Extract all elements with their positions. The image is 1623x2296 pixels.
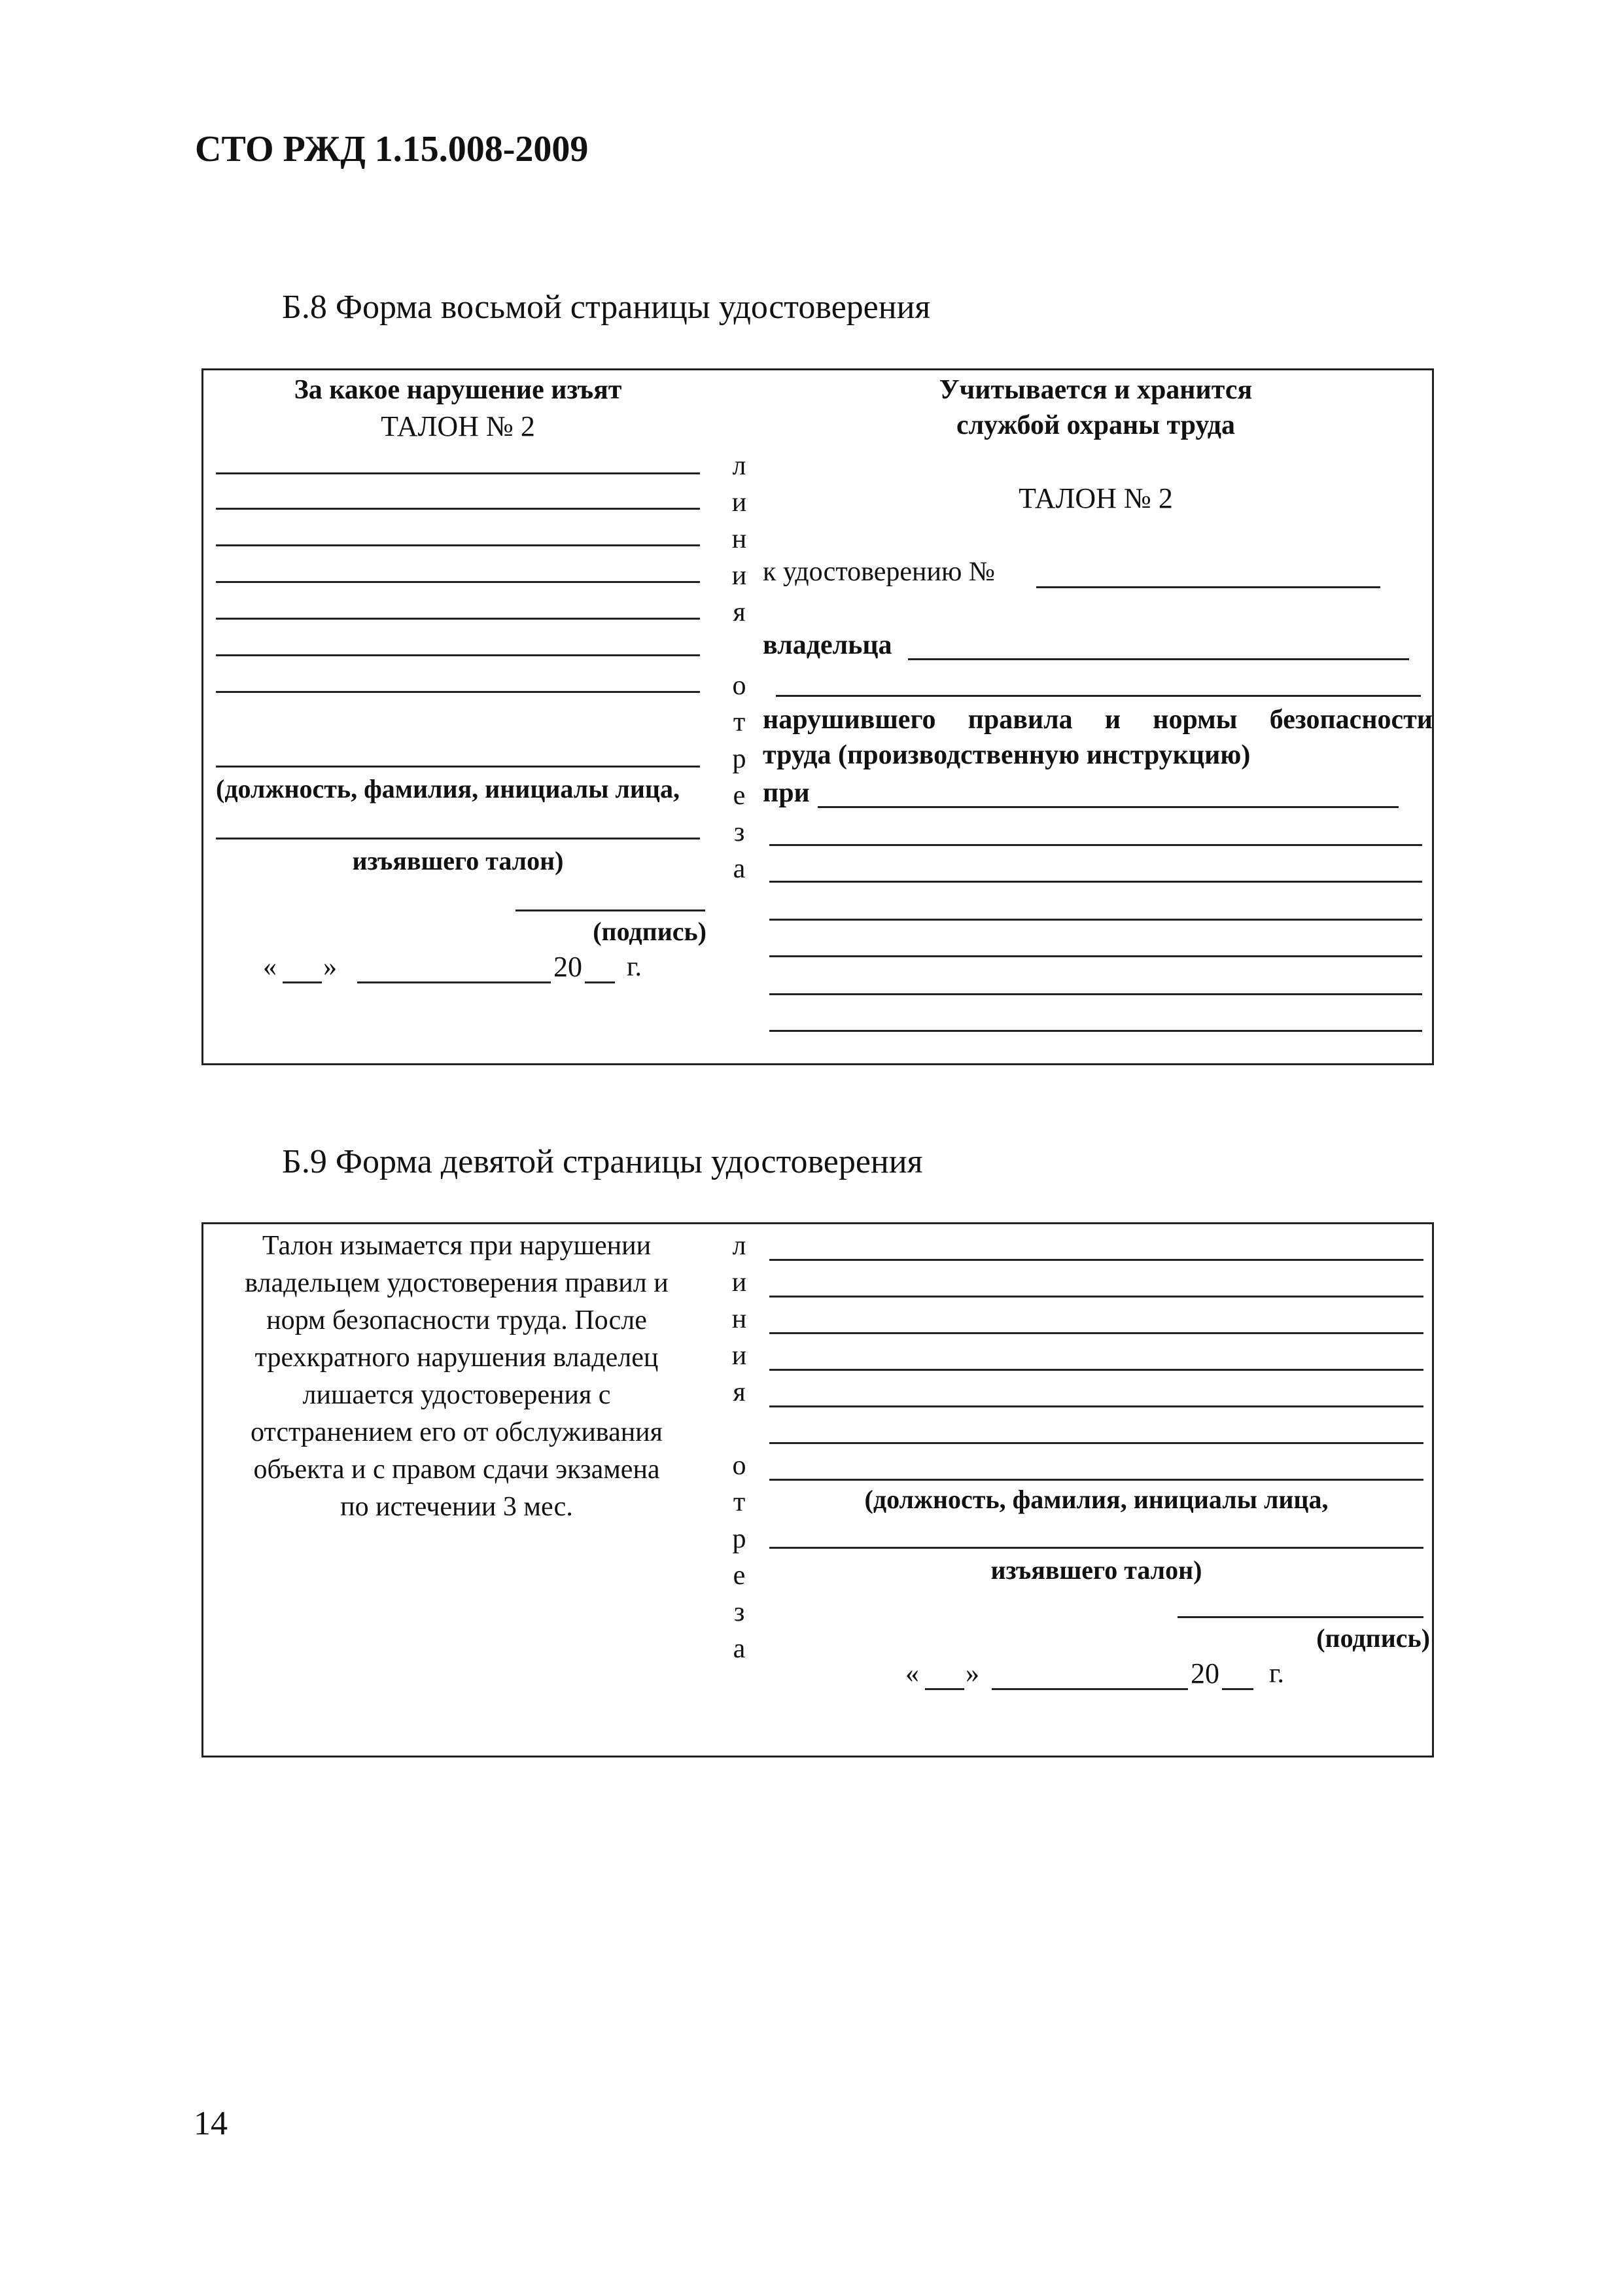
section-b9-title: Б.9 Форма девятой страницы удостоверения bbox=[282, 1143, 923, 1180]
b8-date-year-suffix: г. bbox=[627, 952, 642, 982]
b9-rules-line: владельцем удостоверения правил и bbox=[245, 1268, 669, 1298]
b8-date-close-quote: » bbox=[323, 952, 337, 982]
b8-date-day-blank bbox=[283, 981, 322, 983]
b9-right-blank-line-2 bbox=[769, 1296, 1423, 1298]
b9-date-year-suffix: г. bbox=[1269, 1659, 1284, 1689]
b9-cut-letter: я bbox=[733, 1377, 746, 1407]
b8-signature-line bbox=[515, 910, 705, 911]
b8-right-blank-line-1 bbox=[769, 844, 1422, 846]
b9-rules-line: норм безопасности труда. После bbox=[266, 1305, 647, 1335]
b8-cut-letter bbox=[726, 631, 752, 667]
b8-cut-letter: а bbox=[733, 854, 746, 884]
b9-cut-letter bbox=[726, 1411, 752, 1447]
b8-right-blank-line-4 bbox=[769, 955, 1422, 957]
b9-rules-text bbox=[208, 1227, 705, 1526]
b9-cut-letter: з bbox=[733, 1597, 745, 1627]
b9-right-blank-line-8 bbox=[769, 1547, 1423, 1549]
b8-owner-label: владельца bbox=[763, 630, 892, 660]
b9-right-blank-line-1 bbox=[769, 1259, 1423, 1261]
b9-right-blank-line-4 bbox=[769, 1369, 1423, 1371]
b8-cut-letter: т bbox=[733, 707, 746, 737]
b8-violation-line2: труда (производственную инструкцию) bbox=[763, 740, 1251, 770]
document-code: СТО РЖД 1.15.008-2009 bbox=[195, 129, 589, 169]
b8-left-blank-line-7 bbox=[216, 691, 700, 693]
b9-cut-letter: и bbox=[731, 1341, 747, 1371]
b9-date-open-quote: « bbox=[905, 1659, 919, 1689]
b8-left-blank-line-9 bbox=[216, 838, 700, 839]
b8-cut-letter: з bbox=[733, 817, 745, 847]
b9-cut-letter: л bbox=[732, 1231, 746, 1261]
b8-date-month-blank bbox=[357, 981, 551, 983]
b9-caption-withdrawer: изъявшего талон) bbox=[990, 1555, 1202, 1585]
b8-cut-letter: о bbox=[732, 671, 746, 701]
b8-left-heading-line1: За какое нарушение изъят bbox=[294, 375, 622, 405]
b8-cut-letter: и bbox=[731, 561, 747, 591]
b9-right-blank-line-6 bbox=[769, 1442, 1423, 1444]
b8-cut-line-label bbox=[726, 448, 752, 887]
b8-when-blank bbox=[818, 806, 1399, 808]
b9-right-blank-line-7 bbox=[769, 1479, 1423, 1481]
b9-rules-line: Талон изымается при нарушении bbox=[262, 1231, 652, 1261]
b9-cut-line-label bbox=[726, 1227, 752, 1667]
b9-date-year-prefix: 20 bbox=[1191, 1657, 1219, 1689]
b8-cut-letter: н bbox=[731, 524, 747, 554]
b8-caption-signature: (подпись) bbox=[593, 917, 707, 946]
b9-rules-line: объекта и с правом сдачи экзамена bbox=[253, 1455, 660, 1485]
b8-certificate-number-blank bbox=[1036, 586, 1380, 588]
b9-caption-position: (должность, фамилия, инициалы лица, bbox=[864, 1485, 1329, 1514]
b9-cut-letter: а bbox=[733, 1634, 746, 1664]
b9-cut-letter: е bbox=[733, 1561, 746, 1591]
b9-right-blank-line-5 bbox=[769, 1405, 1423, 1407]
b9-rules-line: трехкратного нарушения владелец bbox=[254, 1343, 659, 1373]
b9-date-close-quote: » bbox=[966, 1659, 979, 1689]
b8-left-blank-line-6 bbox=[216, 654, 700, 656]
b9-cut-letter: т bbox=[733, 1487, 746, 1517]
b8-when-label: при bbox=[763, 778, 810, 808]
b8-cut-letter: л bbox=[732, 451, 746, 481]
b8-right-blank-line-6 bbox=[769, 1030, 1422, 1032]
b9-cut-letter: н bbox=[731, 1304, 747, 1334]
b9-date-year-blank bbox=[1222, 1688, 1253, 1690]
b8-right-blank-line-3 bbox=[769, 919, 1422, 921]
b8-owner-blank-2 bbox=[776, 695, 1421, 697]
b8-right-heading-line2: службой охраны труда bbox=[956, 410, 1236, 440]
section-b8-title: Б.8 Форма восьмой страницы удостоверения bbox=[282, 289, 931, 326]
b8-violation-line1: нарушившего правила и нормы безопасности bbox=[763, 705, 1433, 735]
b8-cut-letter: я bbox=[733, 597, 746, 627]
b8-date-year-blank bbox=[585, 981, 615, 983]
b9-cut-letter: о bbox=[732, 1451, 746, 1481]
b8-left-blank-line-4 bbox=[216, 581, 700, 583]
b8-right-blank-line-2 bbox=[769, 881, 1422, 883]
b9-date-month-blank bbox=[992, 1688, 1188, 1690]
b9-cut-letter: р bbox=[732, 1524, 746, 1554]
b9-cut-letter: и bbox=[731, 1267, 747, 1298]
b8-left-blank-line-5 bbox=[216, 618, 700, 620]
b9-rules-line: лишается удостоверения с bbox=[302, 1380, 611, 1410]
b8-left-blank-line-2 bbox=[216, 508, 700, 510]
b9-date-day-blank bbox=[925, 1688, 964, 1690]
b8-talon-title: ТАЛОН № 2 bbox=[1019, 482, 1173, 514]
b8-caption-position: (должность, фамилия, инициалы лица, bbox=[216, 774, 680, 804]
b8-left-blank-line-8 bbox=[216, 766, 700, 768]
b8-left-blank-line-1 bbox=[216, 472, 700, 474]
b8-left-heading-line2: ТАЛОН № 2 bbox=[381, 410, 535, 442]
page-number: 14 bbox=[194, 2105, 228, 2142]
b8-date-year-prefix: 20 bbox=[553, 951, 582, 983]
b8-right-heading-line1: Учитывается и хранится bbox=[939, 375, 1253, 405]
b8-certificate-label: к удостоверению № bbox=[763, 557, 995, 587]
b9-signature-line bbox=[1178, 1616, 1423, 1618]
b8-date-open-quote: « bbox=[263, 952, 277, 982]
b8-cut-letter: е bbox=[733, 781, 746, 811]
b8-right-blank-line-5 bbox=[769, 993, 1422, 995]
b9-caption-signature: (подпись) bbox=[1316, 1623, 1430, 1653]
b8-caption-withdrawer: изъявшего талон) bbox=[352, 846, 564, 875]
b8-left-blank-line-3 bbox=[216, 544, 700, 546]
b8-cut-letter: и bbox=[731, 487, 747, 518]
b9-rules-line: отстранением его от обслуживания bbox=[251, 1417, 663, 1447]
b8-owner-blank bbox=[908, 658, 1409, 660]
b8-cut-letter: р bbox=[732, 744, 746, 774]
b9-rules-line: по истечении 3 мес. bbox=[340, 1492, 573, 1522]
b9-right-blank-line-3 bbox=[769, 1332, 1423, 1334]
